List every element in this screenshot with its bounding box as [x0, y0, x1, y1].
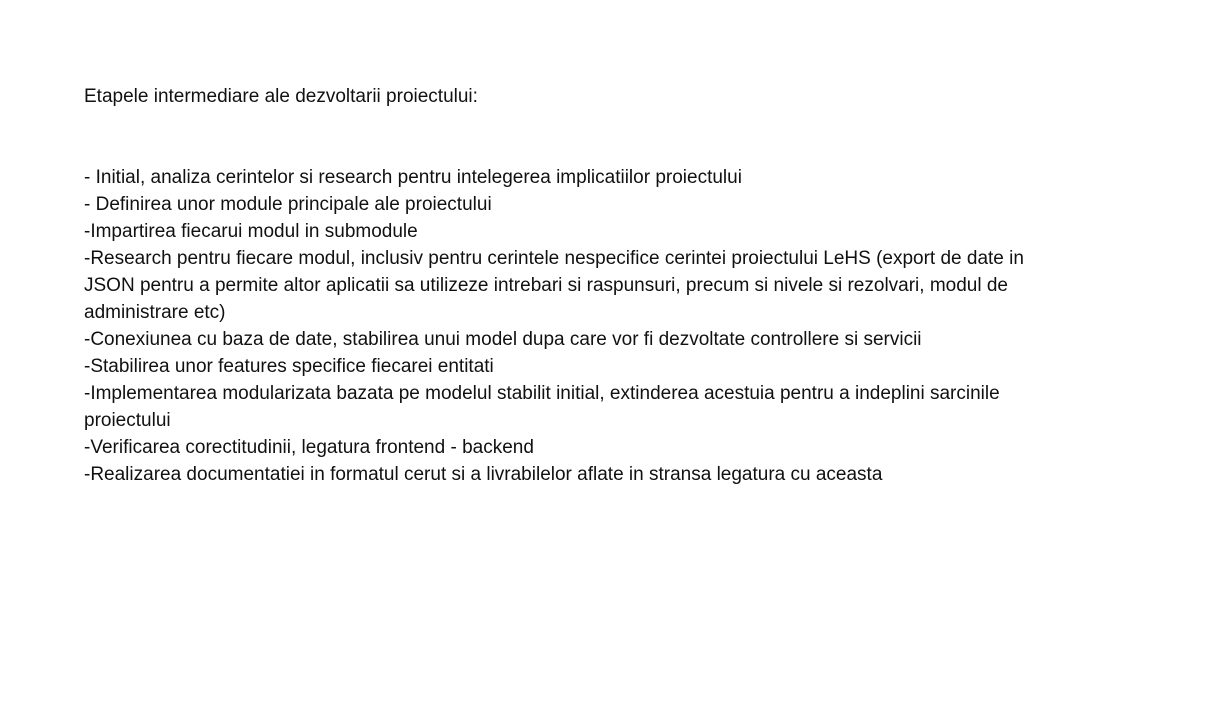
list-item: -Verificarea corectitudinii, legatura frontend - backend	[84, 437, 534, 458]
list-item: - Initial, analiza cerintelor si research pentru intelegerea implicatiilor proiectului	[84, 167, 742, 188]
list-item: - Definirea unor module principale ale proiectului	[84, 194, 492, 215]
list-item: -Impartirea fiecarui modul in submodule	[84, 221, 418, 242]
list-item: -Conexiunea cu baza de date, stabilirea unui model dupa care vor fi dezvoltate controllere si servicii	[84, 329, 922, 350]
list-item: -Research pentru fiecare modul, inclusiv pentru cerintele nespecifice cerintei proiectului LeHS (export de date in JSON pentru a permite altor aplicatii sa utilizeze intrebari si raspunsuri, precum si nivele si rezolvari, modul de administrare etc)	[84, 248, 1024, 323]
development-stages-list	[84, 164, 1044, 488]
list-item: -Stabilirea unor features specifice fiecarei entitati	[84, 356, 494, 377]
document-heading: Etapele intermediare ale dezvoltarii proiectului:	[84, 86, 478, 107]
list-item: -Implementarea modularizata bazata pe modelul stabilit initial, extinderea acestuia pentru a indeplini sarcinile proiectului	[84, 383, 1000, 431]
document-body	[84, 83, 1044, 488]
list-item: -Realizarea documentatiei in formatul cerut si a livrabilelor aflate in stransa legatura cu aceasta	[84, 464, 883, 485]
